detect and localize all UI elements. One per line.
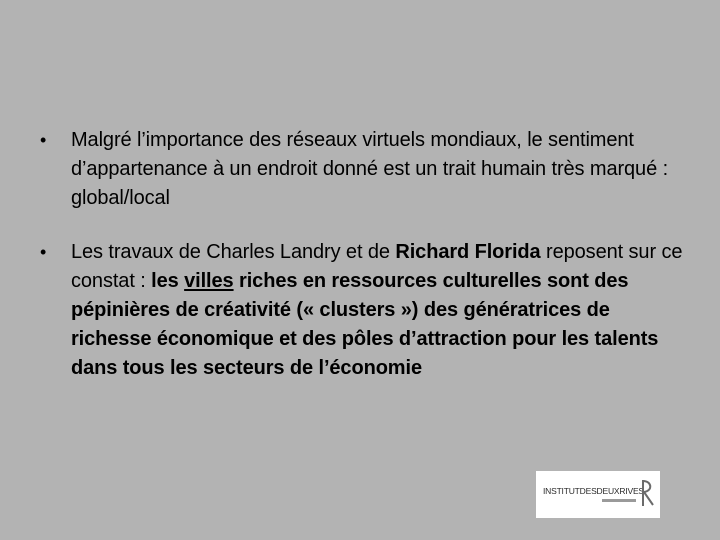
bullet-marker: • <box>40 130 47 150</box>
logo-text <box>543 486 644 496</box>
bullet-text-intro: Les travaux de Charles Landry et de <box>71 241 396 263</box>
logo-text-part4: RIVES <box>619 486 644 496</box>
logo-text-part1: INSTITUT <box>543 486 580 496</box>
bullet-item-2 <box>40 238 690 383</box>
bullet-text-emphasis-rest: riches en ressources culturelles sont des pépinières de créativité (« clusters ») des génératrices de richesse économique et des pôles d’attraction pour les talents dans tous les secteurs de l’économie <box>71 270 659 379</box>
institut-des-deux-rives-logo <box>536 471 660 518</box>
bullet-text-emphasis-start: les <box>151 270 185 292</box>
logo-tagline-line <box>602 499 636 502</box>
bullet-list <box>40 126 690 383</box>
bullet-text-name: Richard Florida <box>395 241 541 263</box>
logo-mark-icon <box>640 478 656 508</box>
bullet-text: Malgré l’importance des réseaux virtuels mondiaux, le sentiment d’appartenance à un endroit donné est un trait humain très marqué : global/local <box>71 129 669 209</box>
bullet-item-1 <box>40 126 690 213</box>
logo-text-part2: DES <box>579 486 597 496</box>
bullet-marker: • <box>40 242 47 262</box>
bullet-text-middle: reposent sur ce constat : <box>71 241 683 292</box>
logo-text-part3: DEUX <box>596 486 620 496</box>
bullet-text-underlined: villes <box>184 270 234 292</box>
